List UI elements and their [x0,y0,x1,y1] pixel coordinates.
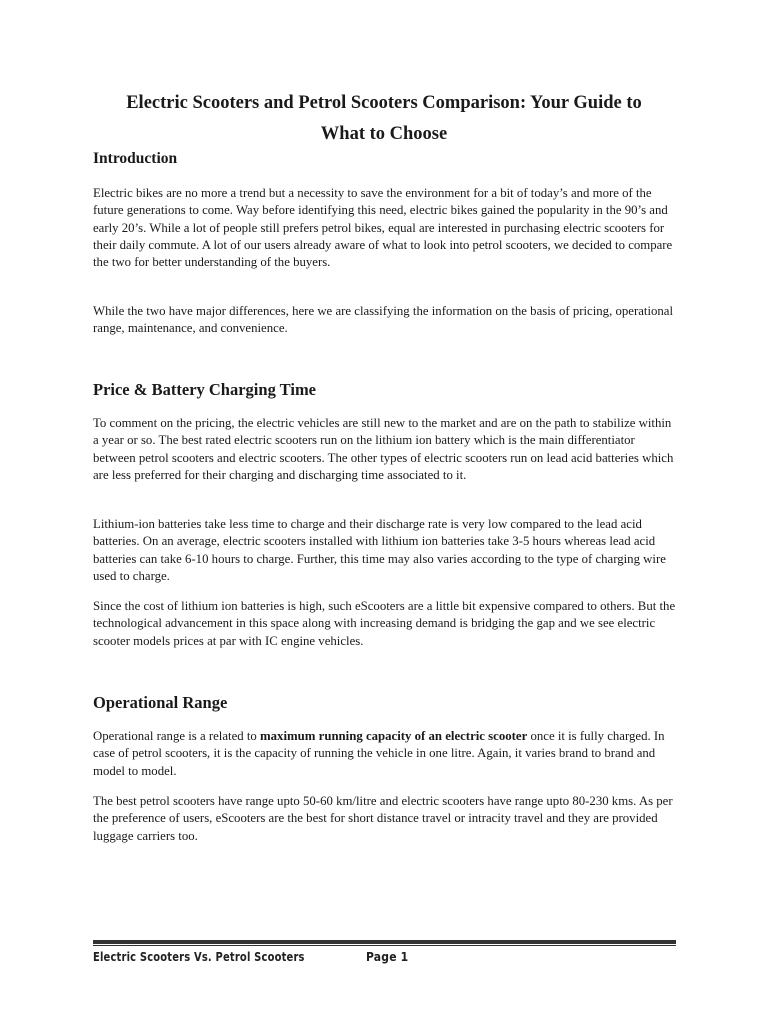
introduction-heading: Introduction [93,150,178,167]
title-line-2: What to Choose [320,124,448,144]
footer-rule-thick [93,940,676,944]
price-heading: Price & Battery Charging Time [93,380,317,399]
range-paragraph-1-start: Operational range is a related to [93,729,260,743]
range-paragraph-1 [93,728,678,780]
introduction-paragraph-1: Electric bikes are no more a trend but a necessity to save the environment for a bit of today’s and more of the future generations to come. Way before identifying this need, electric bikes gained the popularity in the 90’s and early 20’s. While a lot of people still prefers petrol bikes, equal are interested in purchasing electric scooters for their daily commute. A lot of our users already aware of what to look into petrol scooters, we decided to compare the two for better understanding of the buyers. [93,186,673,270]
range-paragraph-1-end: once it is fully charged. In case of petrol scooters, it is the capacity of running the vehicle in one litre. Again, it varies brand to brand and model to model. [93,729,665,778]
price-paragraph-1: To comment on the pricing, the electric vehicles are still new to the market and are on the path to stabilize within a year or so. The best rated electric scooters run on the lithium ion battery which is the main differentiator between petrol scooters and electric scooters. The other types of electric scooters run on lead acid batteries which are less preferred for their charging and discharging time associated to it. [93,416,674,482]
price-paragraph-2: Lithium-ion batteries take less time to charge and their discharge rate is very low compared to the lead acid batteries. On an average, electric scooters installed with lithium ion batteries take 3-5 hours whereas lead acid batteries can take 6-10 hours to charge. Further, this time may also varies according to the type of charging wire used to charge. [93,517,666,583]
footer-page-number: Page 1 [366,950,409,964]
range-paragraph-1-bold: maximum running capacity of an electric scooter [260,729,528,743]
range-heading: Operational Range [93,693,228,712]
footer-rule-thin [93,945,676,946]
price-paragraph-3: Since the cost of lithium ion batteries is high, such eScooters are a little bit expensive compared to others. But the technological advancement in this space along with increasing demand is bridging the gap and we see electric scooter models prices at par with IC engine vehicles. [93,599,676,648]
document-title [80,88,688,150]
footer-document-title: Electric Scooters Vs. Petrol Scooters [93,950,305,964]
footer-rule [93,940,676,946]
title-line-1: Electric Scooters and Petrol Scooters Comparison: Your Guide to [126,93,642,113]
introduction-paragraph-2: While the two have major differences, here we are classifying the information on the basis of pricing, operational range, maintenance, and convenience. [93,304,674,336]
range-paragraph-2: The best petrol scooters have range upto 50-60 km/litre and electric scooters have range upto 80-230 kms. As per the preference of users, eScooters are the best for short distance travel or intracity travel and they are provided luggage carriers too. [93,794,673,843]
